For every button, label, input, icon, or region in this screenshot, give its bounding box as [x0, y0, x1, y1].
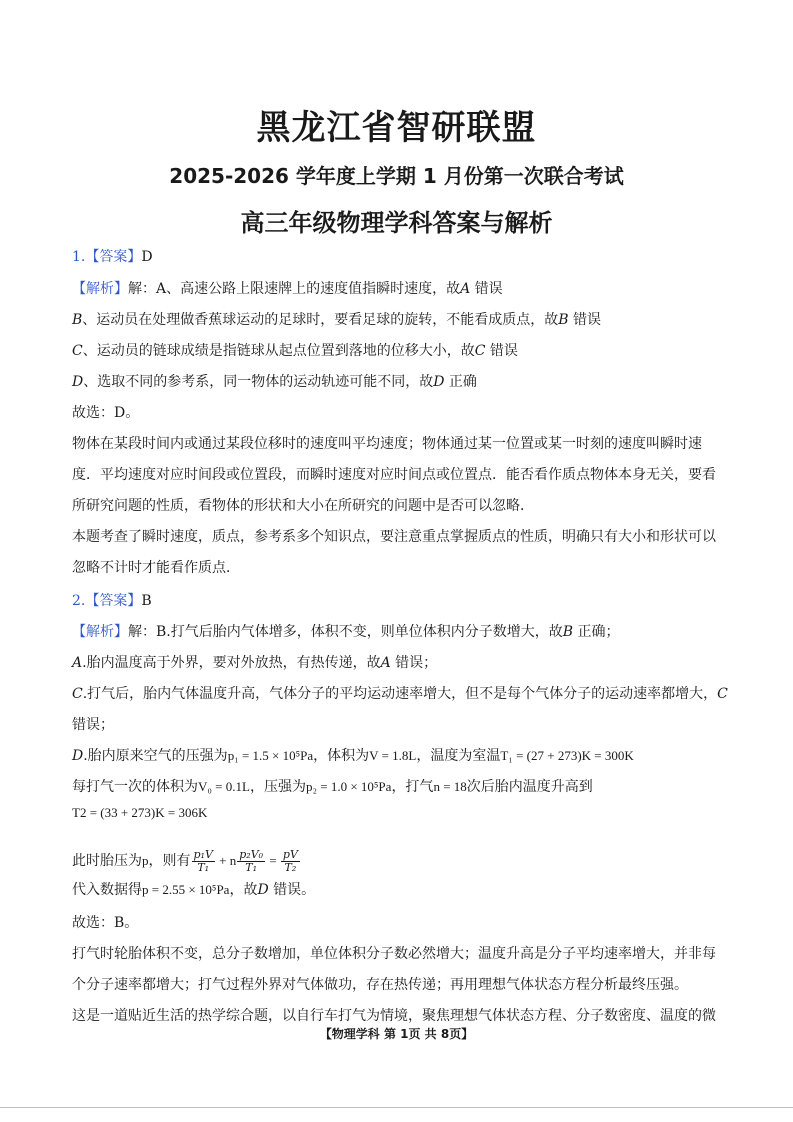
q1-option-b: B、运动员在处理做香蕉球运动的足球时，要看足球的旋转，不能看成质点，故B 错误 [72, 312, 602, 328]
equation-p-result: p = 2.55 × 10⁵Pa [142, 882, 230, 897]
q1-explanation-line: 所研究问题的性质，看物体的形状和大小在所研究的问题中是否可以忽略． [72, 498, 534, 514]
page-footer: 【物理学科 第 1页 共 8页】 [319, 1027, 474, 1041]
q2-answer: B [141, 593, 152, 609]
equation-n: n = 18 [433, 779, 467, 794]
fraction-p1v-t1: $\frac{\text{p₁V}}{\text{T₁}}$ [193, 847, 213, 874]
equation-p1: p₁ = 1.5 × 10⁵Pa [227, 748, 314, 763]
q2-state-equation-line: 此时胎压为p，则有 $\frac{\text{p₁V}}{\text{T₁}}$ + n $\frac{\text{p₂V₀}}{\text{T₁}}$ = $\frac{pV}{\text{T₂}}$ [72, 847, 298, 874]
q2-explanation-line: 个分子速率都增大；打气过程外界对气体做功，存在热传递；再用理想气体状态方程分析最终压强。 [72, 977, 688, 993]
q1-analysis-a-tail: 错误 [470, 281, 503, 297]
q2-pump-line: 每打气一次的体积为V₀ = 0.1L，压强为p₂ = 1.0 × 10⁵Pa，打气n = 18次后胎内温度升高到 [72, 779, 593, 795]
equation-t1: T₁ = (27 + 273)K = 300K [500, 748, 634, 763]
equation-t2: T2 = (33 + 273)K = 306K [72, 805, 208, 820]
q2-analysis-tag: 【解析】 [72, 624, 128, 640]
equation-v0: V₀ = 0.1L [198, 779, 250, 794]
q2-answer-line [72, 591, 152, 611]
q1-answer-line [72, 247, 153, 267]
q1-summary-line: 忽略不计时才能看作质点． [72, 560, 240, 576]
q2-explanation-line: 打气时轮胎体积不变，总分子数增加，单位体积分子数必然增大；温度升高是分子平均速率增大，并非每 [72, 946, 716, 962]
q2-number: 2. [72, 593, 86, 609]
q1-analysis-a: 解：A、高速公路上限速牌上的速度值指瞬时速度，故 [128, 281, 461, 297]
q2-option-c-tail: 错误； [72, 717, 114, 733]
q1-answer-tag: 【答案】 [85, 249, 142, 265]
organization-title: 黑龙江省智研联盟 [256, 108, 537, 148]
q2-result-line: 代入数据得p = 2.55 × 10⁵Pa，故D 错误。 [72, 882, 316, 898]
equation-p2: p₂ = 1.0 × 10⁵Pa [305, 779, 392, 794]
q1-answer: D [141, 249, 153, 265]
q2-answer-tag: 【答案】 [85, 593, 142, 609]
q2-option-a: A.胎内温度高于外界，要对外放热，有热传递，故A 错误； [72, 655, 438, 671]
q1-analysis-line [72, 279, 503, 299]
q1-explanation-line: 物体在某段时间内或通过某段位移时的速度叫平均速度；物体通过某一位置或某一时刻的速度叫瞬时速 [72, 436, 702, 452]
exam-title: 2025-2026 学年度上学期 1 月份第一次联合考试 [169, 164, 624, 188]
q2-option-d: D.胎内原来空气的压强为p₁ = 1.5 × 10⁵Pa，体积为V = 1.8L，温度为室温T₁ = (27 + 273)K = 300K [72, 748, 634, 764]
q2-choice: 故选：B。 [72, 915, 139, 931]
equation-volume: V = 1.8L [369, 748, 417, 763]
bottom-divider [0, 1107, 793, 1108]
q2-analysis-line: 【解析】解：B.打气后胎内气体增多，体积不变，则单位体积内分子数增大，故B 正确； [72, 624, 620, 640]
q2-option-c: C.打气后，胎内气体温度升高，气体分子的平均运动速率增大，但不是每个气体分子的运动速率都增大，C [72, 686, 728, 702]
q1-analysis-a-ref: A [460, 281, 471, 297]
q1-number: 1. [72, 249, 86, 265]
q1-explanation-line: 度．平均速度对应时间段或位置段，而瞬时速度对应时间点或位置点．能否看作质点物体本身无关，要看 [72, 467, 716, 483]
fraction-pv-t2: $\frac{pV}{\text{T₂}}$ [282, 847, 298, 874]
q1-choice: 故选：D。 [72, 405, 140, 421]
q1-summary-line: 本题考查了瞬时速度，质点，参考系多个知识点，要注意重点掌握质点的性质，明确只有大小和形状可以 [72, 529, 716, 545]
fraction-p2v0-t1: $\frac{\text{p₂V₀}}{\text{T₁}}$ [239, 847, 264, 874]
q1-option-c: C、运动员的链球成绩是指链球从起点位置到落地的位移大小，故C 错误 [72, 343, 518, 359]
q2-explanation-line: 这是一道贴近生活的热学综合题，以自行车打气为情境，聚焦理想气体状态方程、分子数密度、温度的微 [72, 1008, 716, 1024]
q1-option-d: D、选取不同的参考系，同一物体的运动轨迹可能不同，故D 正确 [72, 374, 477, 390]
subject-title: 高三年级物理学科答案与解析 [240, 209, 553, 237]
q1-analysis-tag: 【解析】 [72, 281, 128, 297]
